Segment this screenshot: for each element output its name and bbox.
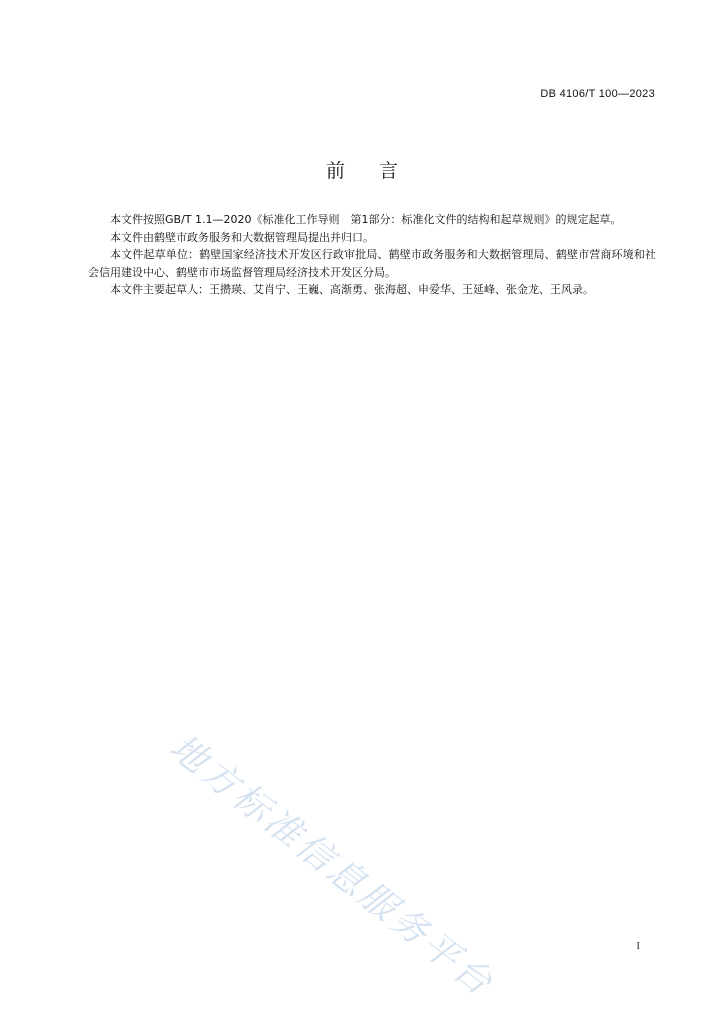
paragraph-drafting-units: 本文件起草单位：鹤壁国家经济技术开发区行政审批局、鹤壁市政务服务和大数据管理局、鹤壁市营商环境和社会信用建设中心、鹤壁市市场监督管理局经济技术开发区分局。 <box>88 248 656 279</box>
document-code: DB 4106/T 100—2023 <box>540 88 655 100</box>
section-title: 前言 <box>325 160 432 182</box>
body-text <box>88 211 656 299</box>
paragraph-drafters: 本文件主要起草人：王攒瑛、艾肖宁、王巍、高渐勇、张海超、申爱华、王延峰、张金龙、王风录。 <box>110 283 594 297</box>
paragraph-drafting-basis: 本文件按照GB/T 1.1—2020《标准化工作导则 第1部分：标准化文件的结构和起草规则》的规定起草。 <box>110 213 622 226</box>
watermark: 地方标准信息服务平台 <box>161 726 502 1006</box>
paragraph-proposer: 本文件由鹤壁市政务服务和大数据管理局提出并归口。 <box>110 230 374 244</box>
page-number: I <box>636 940 640 952</box>
